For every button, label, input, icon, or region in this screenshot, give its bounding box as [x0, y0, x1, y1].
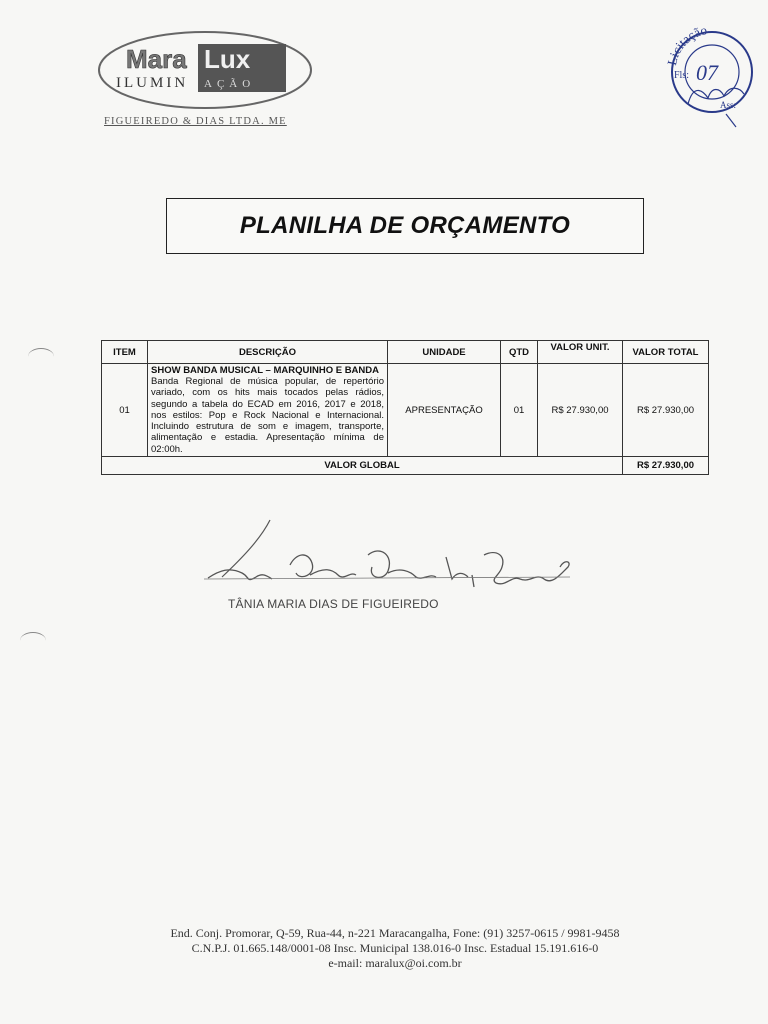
cell-unit-value: R$ 27.930,00 [538, 364, 623, 457]
col-header-unit-value: VALOR UNIT. [538, 341, 623, 364]
cell-total-value: R$ 27.930,00 [623, 364, 709, 457]
svg-text:AÇÃO: AÇÃO [204, 78, 256, 90]
footer-registration: C.N.P.J. 01.665.148/0001-08 Insc. Municipal 138.016-0 Insc. Estadual 15.191.616-0 [191, 941, 599, 955]
col-header-total-value: VALOR TOTAL [623, 341, 709, 364]
hole-punch-top [28, 348, 54, 365]
hole-punch-bottom [20, 632, 46, 649]
table-header-row [102, 341, 709, 364]
col-header-description: DESCRIÇÃO [148, 341, 388, 364]
col-header-quantity: QTD [501, 341, 538, 364]
global-total-value: R$ 27.930,00 [623, 457, 709, 475]
global-total-row [102, 457, 709, 475]
page-footer [0, 926, 768, 971]
title-box [166, 198, 644, 254]
footer-email: e-mail: maralux@oi.com.br [328, 956, 462, 970]
svg-text:Licitação: Licitação [664, 22, 709, 67]
global-total-label: VALOR GLOBAL [102, 457, 623, 475]
company-legal-name: FIGUEIREDO & DIAS LTDA. ME [104, 116, 287, 127]
svg-text:ILUMIN: ILUMIN [116, 75, 189, 91]
svg-text:Ass:: Ass: [720, 100, 737, 110]
svg-text:Mara: Mara [126, 44, 187, 74]
bidding-stamp [664, 22, 756, 132]
svg-text:Fls:: Fls: [674, 70, 690, 81]
handwritten-signature [200, 515, 580, 605]
col-header-item: ITEM [102, 341, 148, 364]
company-logo [96, 28, 314, 112]
svg-text:07: 07 [696, 60, 718, 85]
footer-address: End. Conj. Promorar, Q-59, Rua-44, n-221 Maracangalha, Fone: (91) 3257-0615 / 9981-9458 [170, 926, 620, 940]
cell-unit: APRESENTAÇÃO [388, 364, 501, 457]
svg-text:Lux: Lux [204, 44, 251, 74]
col-header-unit: UNIDADE [388, 341, 501, 364]
cell-description [148, 364, 388, 457]
cell-item: 01 [102, 364, 148, 457]
description-title: SHOW BANDA MUSICAL – MARQUINHO E BANDA [151, 365, 379, 376]
cell-quantity: 01 [501, 364, 538, 457]
description-body: Banda Regional de música popular, de repertório variado, com os hits mais tocados pelas rádios, segundo a tabela do ECAD em 2016, 2017 e 2018, nos estilos: Pop e Rock Nacional e Internacional. Incluindo estrutura de som e imagem, transporte, alimentação e estadia. Apresentação mínima de 02:00h. [151, 376, 384, 455]
signer-name: TÂNIA MARIA DIAS DE FIGUEIREDO [228, 597, 439, 611]
table-row [102, 364, 709, 457]
budget-table [101, 340, 709, 475]
document-title: PLANILHA DE ORÇAMENTO [239, 212, 571, 239]
